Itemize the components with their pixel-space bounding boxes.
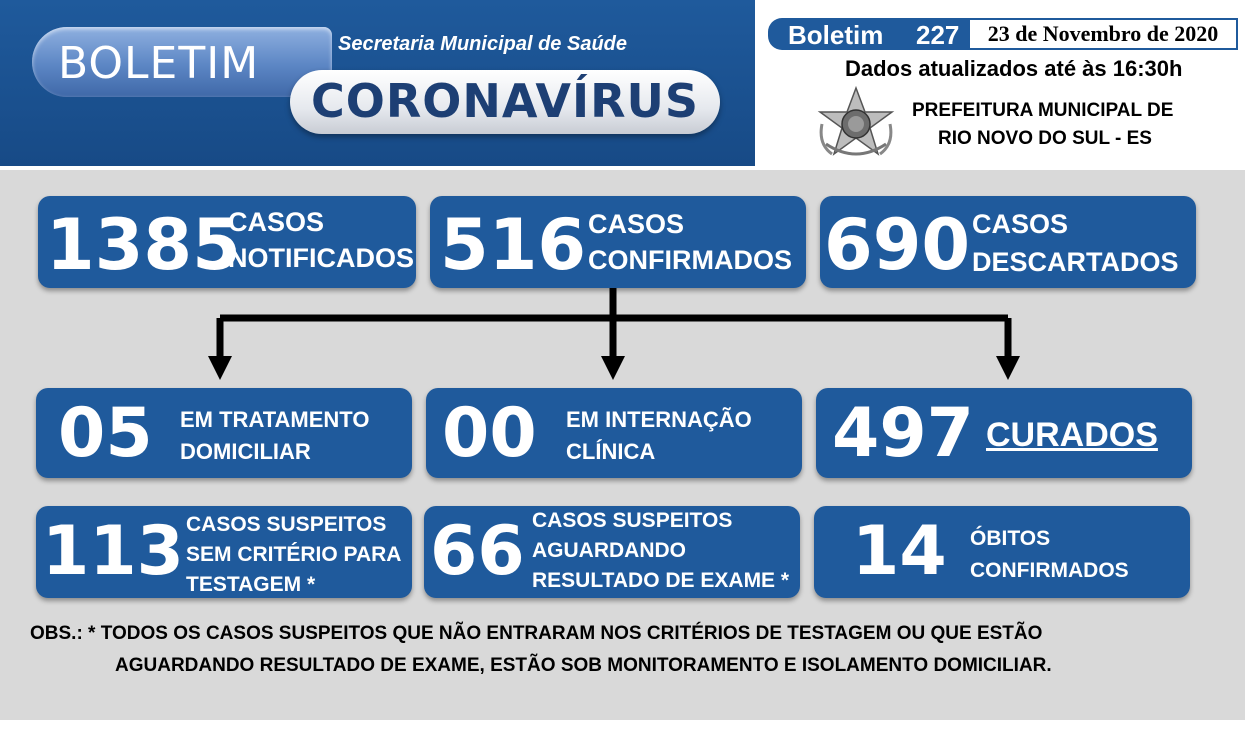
coronavirus-title: CORONAVÍRUS bbox=[311, 74, 699, 128]
bulletin-number: 227 bbox=[916, 20, 960, 50]
card-confirmados bbox=[430, 196, 806, 288]
internacao-value: 00 bbox=[442, 394, 537, 473]
tratamento-line1: EM TRATAMENTO bbox=[180, 407, 370, 432]
card-internacao bbox=[426, 388, 802, 478]
descartados-value: 690 bbox=[824, 204, 971, 286]
card-suspeitos-sem-criterio bbox=[36, 506, 412, 598]
aguardando-line2: AGUARDANDO bbox=[532, 539, 686, 562]
curados-label: CURADOS bbox=[986, 416, 1158, 454]
updated-time: Dados atualizados até às 16:30h bbox=[845, 56, 1183, 81]
confirmados-line1: CASOS bbox=[588, 209, 685, 239]
aguardando-value: 66 bbox=[430, 512, 525, 591]
secretaria-label: Secretaria Municipal de Saúde bbox=[338, 33, 627, 55]
notificados-line2: NOTIFICADOS bbox=[228, 243, 414, 273]
confirmados-value: 516 bbox=[440, 204, 587, 286]
sem-criterio-line3: TESTAGEM * bbox=[186, 573, 316, 596]
aguardando-line1: CASOS SUSPEITOS bbox=[532, 509, 733, 532]
card-curados bbox=[816, 388, 1192, 478]
aguardando-line3: RESULTADO DE EXAME * bbox=[532, 569, 790, 592]
obitos-line2: CONFIRMADOS bbox=[970, 559, 1129, 582]
tratamento-value: 05 bbox=[58, 394, 153, 473]
prefeitura-line1: PREFEITURA MUNICIPAL DE bbox=[912, 100, 1174, 121]
confirmados-line2: CONFIRMADOS bbox=[588, 245, 792, 275]
obitos-value: 14 bbox=[852, 512, 947, 591]
note-line1: OBS.: * TODOS OS CASOS SUSPEITOS QUE NÃO ENTRARAM NOS CRITÉRIOS DE TESTAGEM OU QUE ESTÃO bbox=[30, 623, 1043, 644]
tratamento-line2: DOMICILIAR bbox=[180, 439, 311, 464]
sem-criterio-line1: CASOS SUSPEITOS bbox=[186, 513, 387, 536]
card-notificados bbox=[38, 196, 416, 288]
bulletin-date: 23 de Novembro de 2020 bbox=[968, 18, 1238, 50]
card-tratamento bbox=[36, 388, 412, 478]
obitos-line1: ÓBITOS bbox=[970, 527, 1051, 550]
notificados-value: 1385 bbox=[46, 204, 241, 286]
internacao-line1: EM INTERNAÇÃO bbox=[566, 407, 752, 432]
note-line2: AGUARDANDO RESULTADO DE EXAME, ESTÃO SOB MONITORAMENTO E ISOLAMENTO DOMICILIAR. bbox=[115, 655, 1052, 676]
sem-criterio-line2: SEM CRITÉRIO PARA bbox=[186, 543, 402, 566]
card-obitos bbox=[814, 506, 1190, 598]
descartados-line2: DESCARTADOS bbox=[972, 247, 1179, 277]
notificados-line1: CASOS bbox=[228, 207, 325, 237]
boletim-title: BOLETIM bbox=[58, 38, 260, 89]
curados-value: 497 bbox=[832, 394, 974, 473]
card-suspeitos-aguardando bbox=[424, 506, 800, 598]
bulletin-label: Boletim bbox=[788, 20, 884, 50]
descartados-line1: CASOS bbox=[972, 209, 1069, 239]
internacao-line2: CLÍNICA bbox=[566, 439, 656, 464]
sem-criterio-value: 113 bbox=[42, 512, 184, 591]
prefeitura-line2: RIO NOVO DO SUL - ES bbox=[938, 128, 1152, 149]
card-descartados bbox=[820, 196, 1196, 288]
